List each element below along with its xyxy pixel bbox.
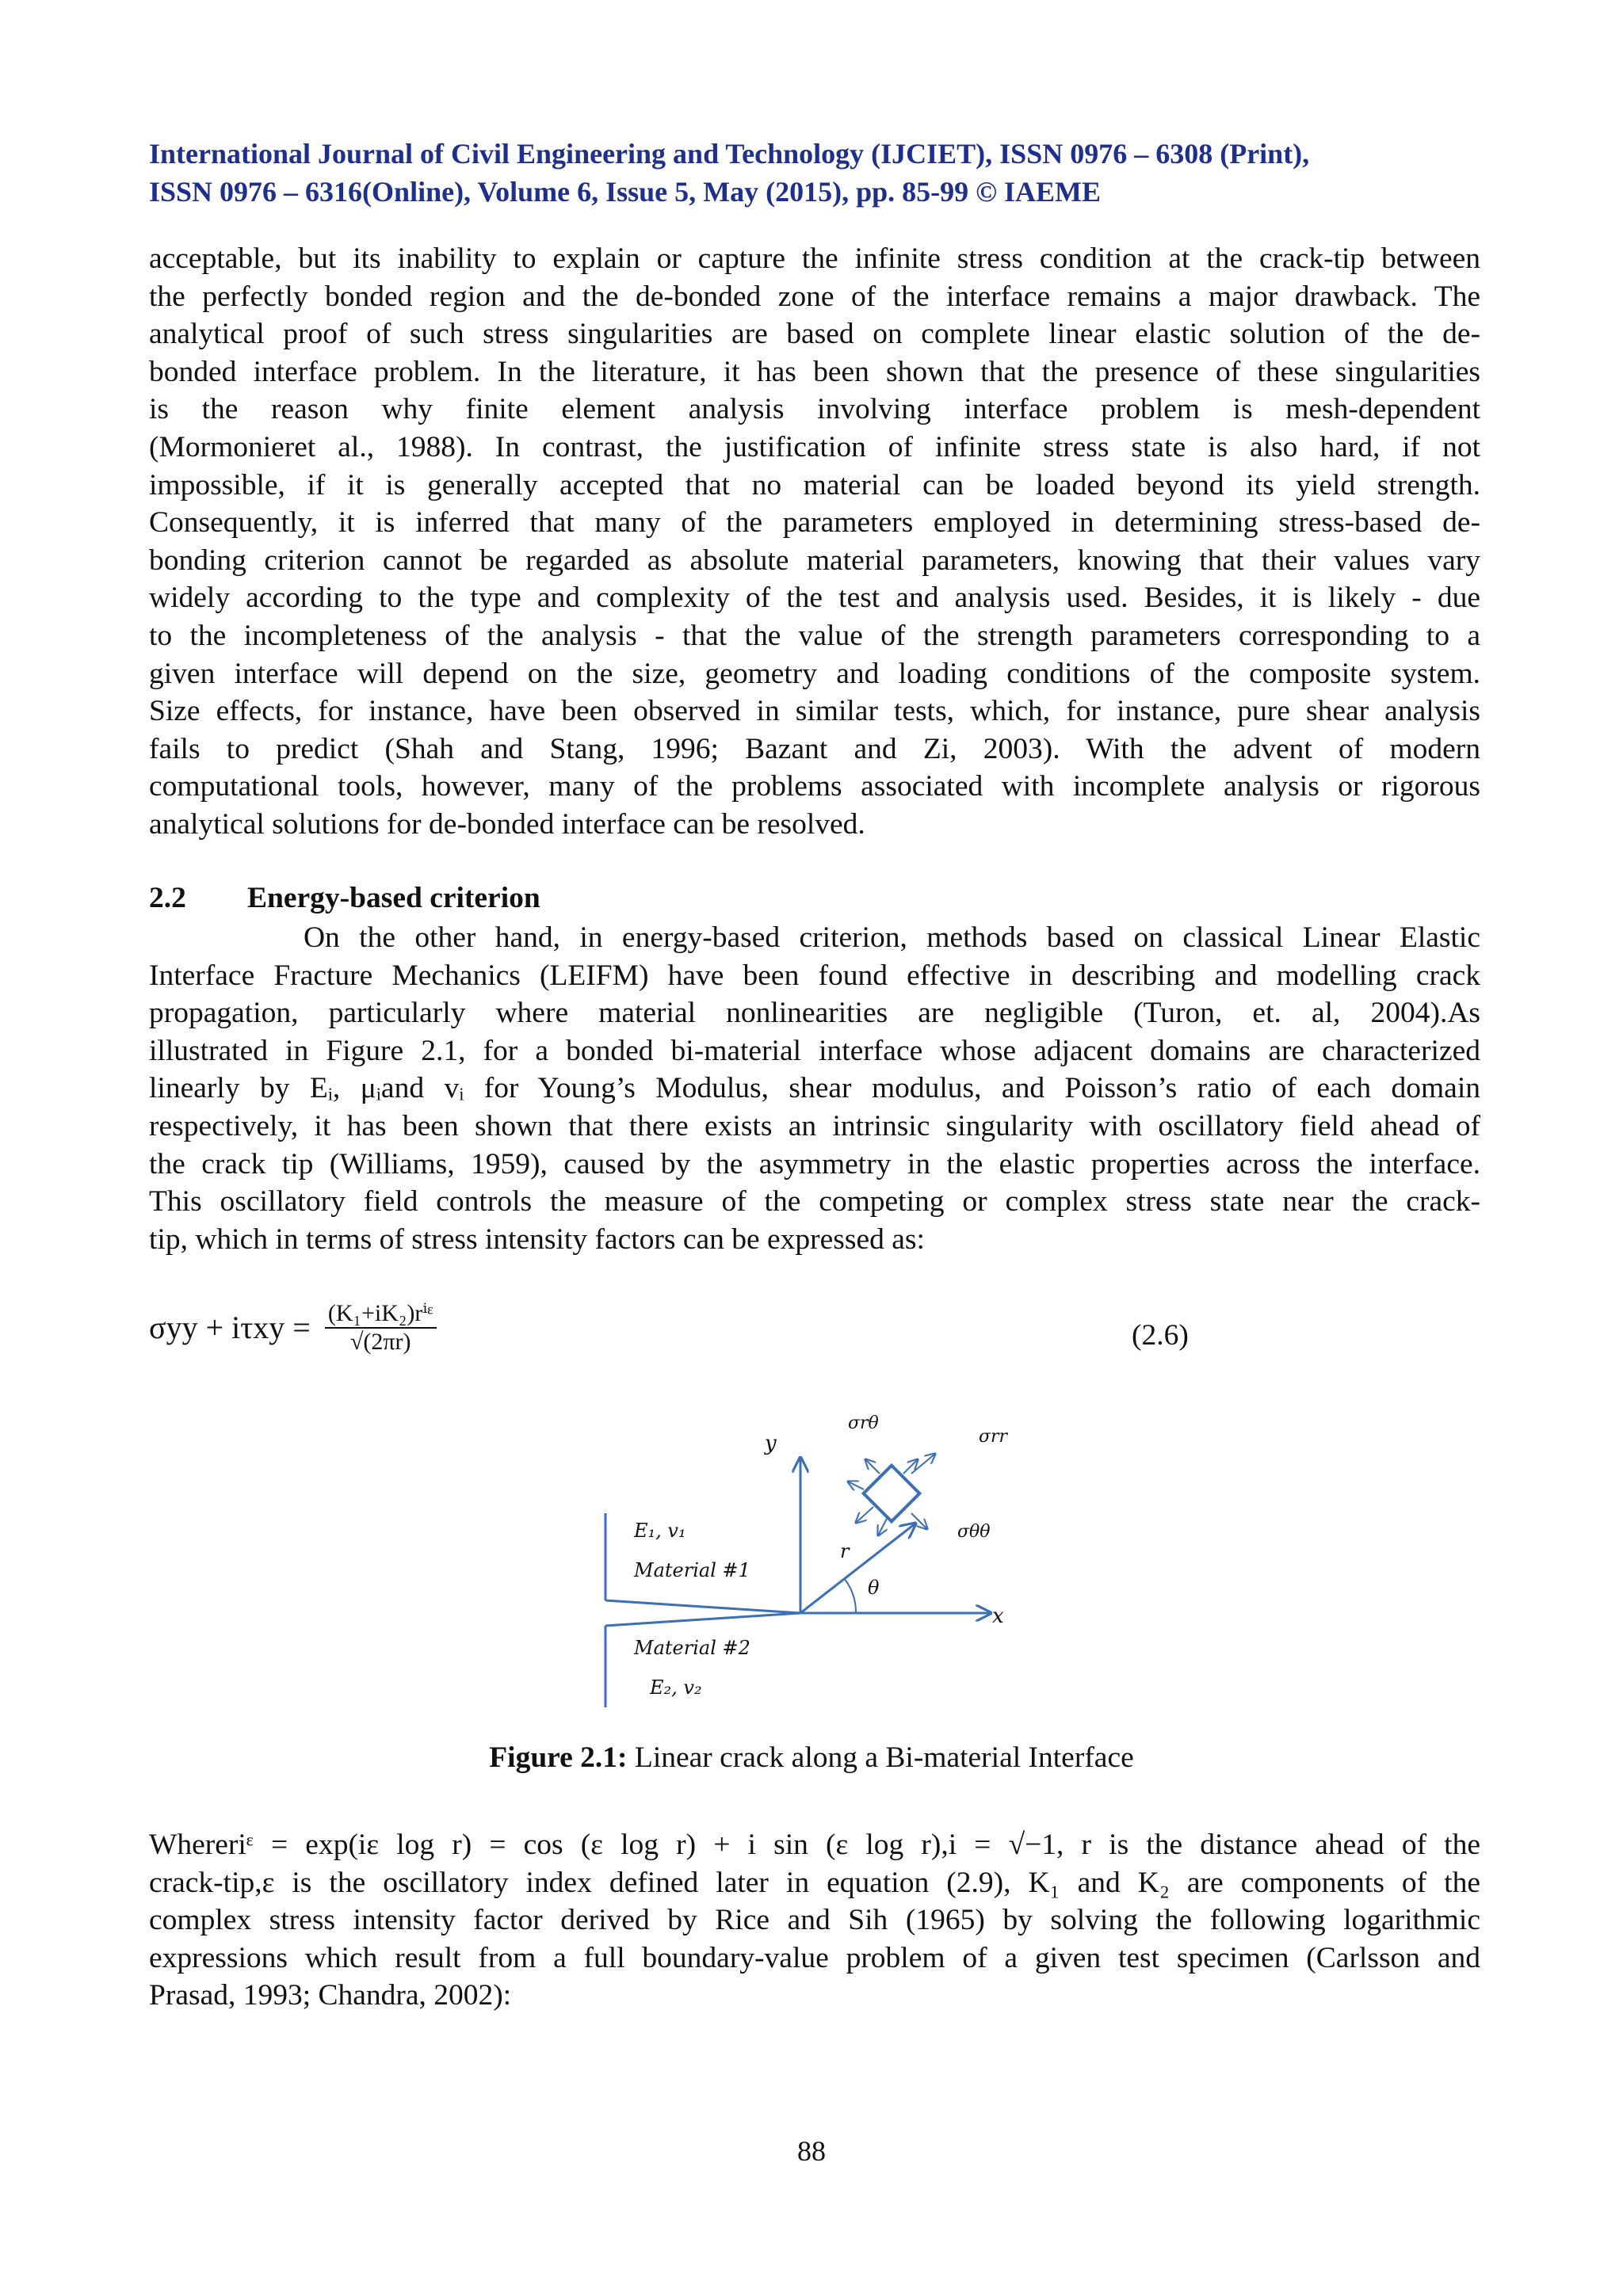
text-line: crack-tip,ε is the oscillatory index defined later in equation (2.9), K₁ and K₂ are components of the — [149, 1866, 1480, 1899]
text-line: (Mormonieret al., 1988). In contrast, the justification of infinite stress state is also hard, if not — [149, 430, 1480, 463]
text-line: analytical proof of such stress singularities are based on complete linear elastic solution of the de- — [149, 318, 1480, 351]
material1-label: Material #1 — [634, 1559, 750, 1581]
text-line: Size effects, for instance, have been observed in similar tests, which, for instance, pure shear analysis — [149, 695, 1480, 728]
text-line: to the incompleteness of the analysis - that the value of the strength parameters corresponding to a — [149, 619, 1480, 652]
text-line: given interface will depend on the size, geometry and loading conditions of the composite system. — [149, 657, 1480, 690]
stress-arrow — [903, 1459, 918, 1474]
bimaterial-crack-figure — [579, 1402, 1054, 1719]
text-line: fails to predict (Shah and Stang, 1996; Bazant and Zi, 2003). With the advent of modern — [149, 732, 1480, 765]
theta-arc — [844, 1578, 856, 1613]
y-axis-label: y — [765, 1432, 777, 1455]
header-line-1: International Journal of Civil Engineering and Technology (IJCIET), ISSN 0976 – 6308 (Print), — [149, 138, 1310, 170]
sigma-thetatheta-label: σθθ — [957, 1522, 991, 1542]
text-line: respectively, it has been shown that there exists an intrinsic singularity with oscillatory field ahead of — [149, 1109, 1480, 1142]
caption-text: Linear crack along a Bi-material Interface — [627, 1741, 1134, 1774]
text-line: tip, which in terms of stress intensity factors can be expressed as: — [149, 1222, 925, 1256]
paragraph-2 — [149, 919, 1480, 1258]
text-line: the perfectly bonded region and the de-bonded zone of the interface remains a major drawback. The — [149, 280, 1480, 313]
equation-label: (2.6) — [1132, 1319, 1189, 1352]
figure-caption — [0, 1741, 1623, 1775]
paragraph-3 — [149, 1826, 1480, 2015]
section-number: 2.2 — [149, 882, 186, 914]
section-title: Energy-based criterion — [247, 882, 540, 914]
stress-arrow — [911, 1513, 927, 1529]
stress-arrow — [865, 1459, 880, 1474]
stress-arrow — [856, 1507, 873, 1523]
equation-denominator: √(2πr) — [349, 1329, 411, 1355]
text-line: On the other hand, in energy-based criterion, methods based on classical Linear Elastic — [149, 921, 1480, 954]
stress-arrow — [848, 1482, 864, 1489]
text-line: linearly by Eᵢ, μᵢand vᵢ for Young’s Modulus, shear modulus, and Poisson’s ratio of each domain — [149, 1072, 1480, 1105]
text-line: Prasad, 1993; Chandra, 2002): — [149, 1979, 512, 2012]
equation-numerator: (K₁+iK₂)rⁱᵋ — [325, 1299, 437, 1329]
sigma-rtheta-label: σrθ — [848, 1413, 879, 1433]
header-line-2: ISSN 0976 – 6316(Online), Volume 6, Issue 5, May (2015), pp. 85-99 © IAEME — [149, 176, 1102, 208]
text-line: expressions which result from a full boundary-value problem of a given test specimen (Carlsson and — [149, 1941, 1480, 1974]
text-line: widely according to the type and complexity of the test and analysis used. Besides, it is likely - due — [149, 582, 1480, 615]
text-line: bonding criterion cannot be regarded as absolute material parameters, knowing that their values vary — [149, 543, 1480, 577]
text-line: Interface Fracture Mechanics (LEIFM) have been found effective in describing and modelling crack — [149, 959, 1480, 992]
crack-lower-face — [605, 1613, 800, 1626]
paragraph-1 — [149, 240, 1480, 844]
material2-props-label: E₂, v₂ — [650, 1676, 702, 1699]
text-line: Consequently, it is inferred that many of the parameters employed in determining stress-based de- — [149, 506, 1480, 540]
sigma-rr-label: σrr — [979, 1427, 1008, 1447]
text-line: computational tools, however, many of the problems associated with incomplete analysis or rigorous — [149, 770, 1480, 803]
crack-upper-face — [605, 1600, 800, 1613]
stress-arrow — [911, 1454, 935, 1474]
x-axis-label: x — [992, 1604, 1004, 1628]
stress-element — [864, 1466, 920, 1522]
stress-arrow — [878, 1517, 888, 1535]
text-line: bonded interface problem. In the literature, it has been shown that the presence of these singularities — [149, 355, 1480, 388]
equation-fraction — [325, 1299, 437, 1356]
text-line: propagation, particularly where material nonlinearities are negligible (Turon, et. al, 2004).As — [149, 997, 1480, 1030]
equation-lhs: σyy + iτxy = — [149, 1310, 311, 1345]
text-line: acceptable, but its inability to explain or capture the infinite stress condition at the crack-tip between — [149, 242, 1480, 275]
page-number: 88 — [797, 2135, 826, 2167]
journal-header — [149, 135, 1480, 211]
section-heading — [149, 881, 540, 915]
r-label: r — [840, 1540, 850, 1562]
equation-2-6 — [149, 1299, 437, 1356]
caption-label: Figure 2.1: — [489, 1741, 628, 1774]
material1-props-label: E₁, v₁ — [634, 1520, 686, 1542]
text-line: complex stress intensity factor derived by Rice and Sih (1965) by solving the following logarithmic — [149, 1904, 1480, 1937]
text-line: This oscillatory field controls the measure of the competing or complex stress state near the crack- — [149, 1185, 1480, 1219]
text-line: the crack tip (Williams, 1959), caused by the asymmetry in the elastic properties across the interface. — [149, 1147, 1480, 1180]
text-line: Whereriᵋ = exp(iε log r) = cos (ε log r) + i sin (ε log r),i = √−1, r is the distance ahead of the — [149, 1829, 1480, 1861]
theta-label: θ — [868, 1577, 880, 1599]
radius-line — [800, 1524, 915, 1613]
text-line: illustrated in Figure 2.1, for a bonded bi-material interface whose adjacent domains are characterized — [149, 1034, 1480, 1067]
text-line: analytical solutions for de-bonded interface can be resolved. — [149, 807, 865, 841]
text-line: is the reason why finite element analysis involving interface problem is mesh-dependent — [149, 393, 1480, 426]
material2-label: Material #2 — [634, 1637, 750, 1659]
text-line: impossible, if it is generally accepted that no material can be loaded beyond its yield strength. — [149, 468, 1480, 502]
